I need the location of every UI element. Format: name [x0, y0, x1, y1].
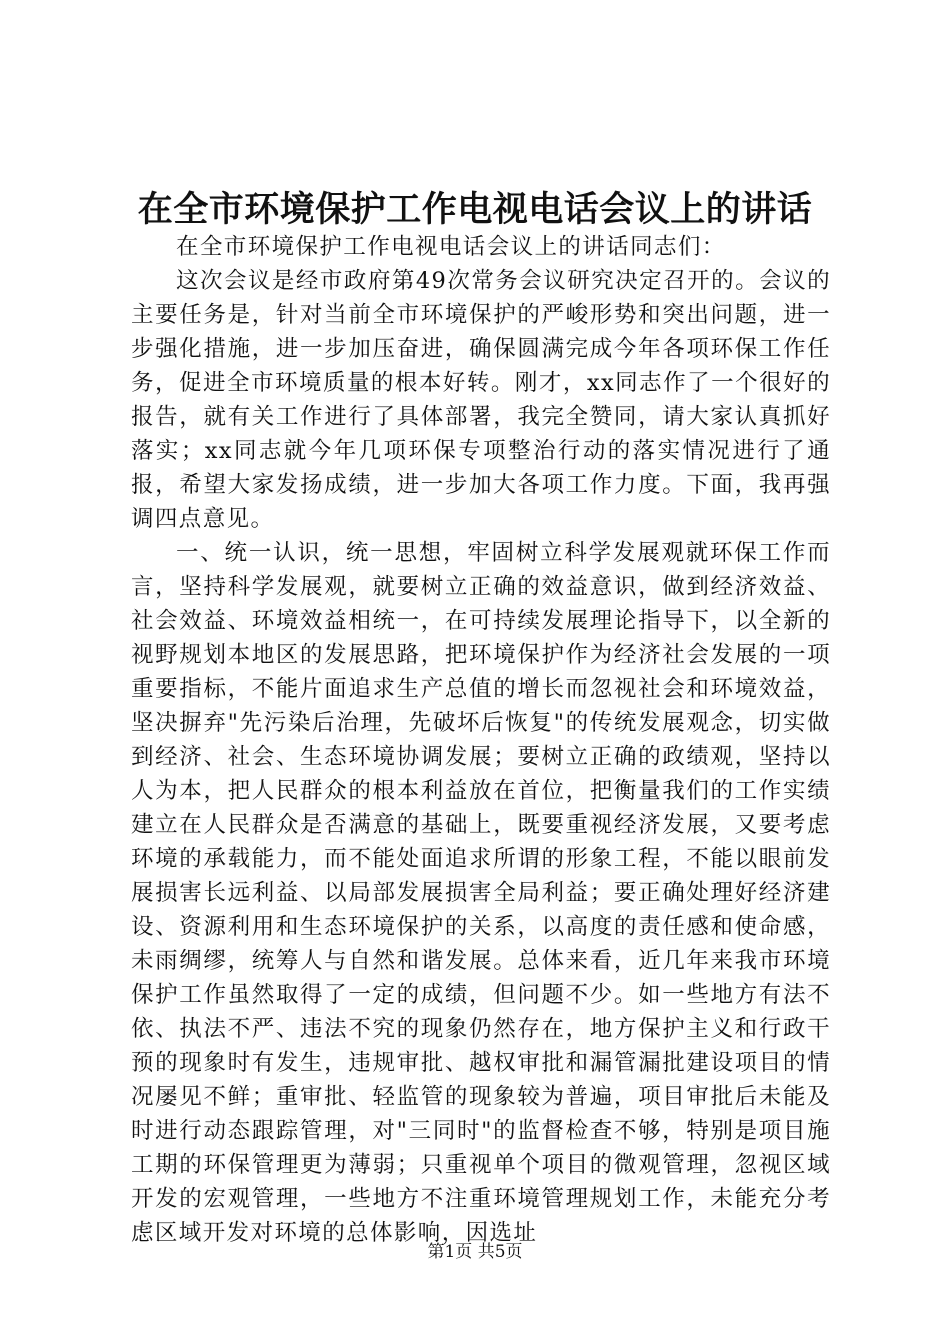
salutation-paragraph: 在全市环境保护工作电视电话会议上的讲话同志们： — [176, 234, 726, 260]
intro-paragraph: 这次会议是经市政府第49次常务会议研究决定召开的。会议的主要任务是，针对当前全市环境保护的严峻形势和突出问题，进一步强化措施，进一步加压奋进，确保圆满完成今年各项环保工作任务，促进全市环境质量的根本好转。刚才，xx同志作了一个很好的报告，就有关工作进行了具体部署，我完全赞同，请大家认真抓好落实；xx同志就今年几项环保专项整治行动的落实情况进行了通报，希望大家发扬成绩，进一步加大各项工作力度。下面，我再强调四点意见。 — [131, 268, 831, 532]
document-title: 在全市环境保护工作电视电话会议上的讲话 — [137, 189, 813, 230]
section-one-paragraph: 一、统一认识，统一思想，牢固树立科学发展观就环保工作而言，坚持科学发展观，就要树立正确的效益意识，做到经济效益、社会效益、环境效益相统一，在可持续发展理论指导下，以全新的视野规划本地区的发展思路，把环境保护作为经济社会发展的一项重要指标，不能片面追求生产总值的增长而忽视社会和环境效益，坚决摒弃"先污染后治理，先破坏后恢复"的传统发展观念，切实做到经济、社会、生态环境协调发展；要树立正确的政绩观，坚持以人为本，把人民群众的根本利益放在首位，把衡量我们的工作实绩建立在人民群众是否满意的基础上，既要重视经济发展，又要考虑环境的承载能力，而不能处面追求所谓的形象工程，不能以眼前发展损害长远利益、以局部发展损害全局利益；要正确处理好经济建设、资源利用和生态环境保护的关系，以高度的责任感和使命感，未雨绸缪，统筹人与自然和谐发展。总体来看，近几年来我市环境保护工作虽然取得了一定的成绩，但问题不少。如一些地方有法不依、执法不严、违法不究的现象仍然存在，地方保护主义和行政干预的现象时有发生，违规审批、越权审批和漏管漏批建设项目的情况屡见不鲜；重审批、轻监管的现象较为普遍，项目审批后未能及时进行动态跟踪管理，对"三同时"的监督检查不够，特别是项目施工期的环保管理更为薄弱；只重视单个项目的微观管理，忽视区域开发的宏观管理，一些地方不注重环境管理规划工作，未能充分考虑区域开发对环境的总体影响，因选址 — [131, 540, 831, 1246]
page-number-footer: 第1页 共5页 — [427, 1242, 523, 1262]
document-body — [131, 230, 831, 1250]
